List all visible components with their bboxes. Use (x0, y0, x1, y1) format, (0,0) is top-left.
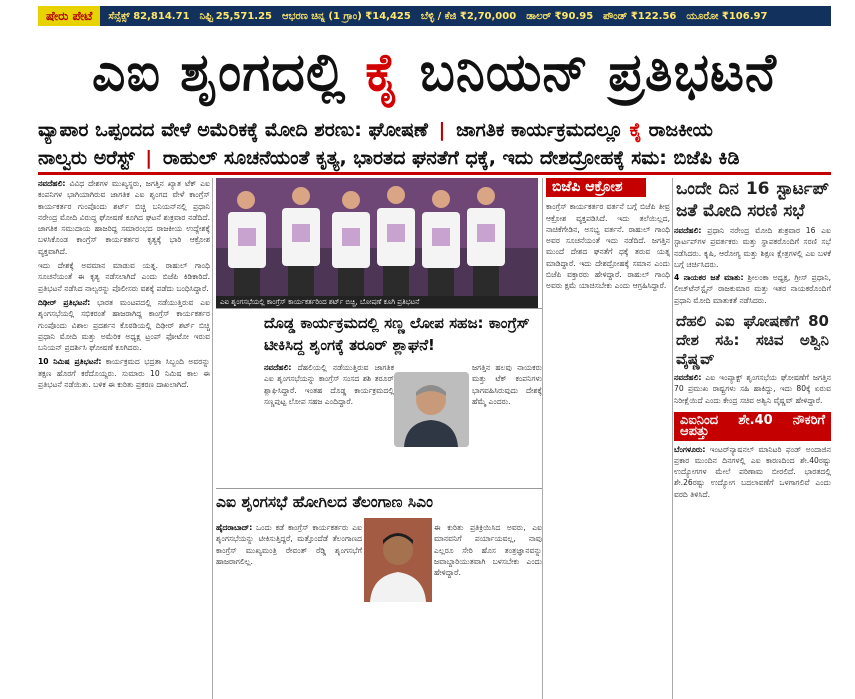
divider (216, 308, 542, 309)
person-portrait-icon (394, 372, 469, 447)
main-headline (38, 34, 831, 112)
story-text: ಪ್ರಧಾನಿ ನರೇಂದ್ರ ಮೋದಿ ಶುಕ್ರವಾರ 16 ಎಐ ಸ್ಟಾರ್ಟಪ್‌ಗಳ ಪ್ರವರ್ತಕರು ಮತ್ತು ಸ್ಥಾಪಕರೊಂದಿಗೆ ಸರಣಿ ಸಭೆ ನಡೆಸಿದರು. ಕೃಷಿ, ಆರೋಗ್ಯ ಮತ್ತು ಶಿಕ್ಷಣ ಕ್ಷೇತ್ರಗಳಲ್ಲಿ ಎಐ ಬಳಕೆ ಬಗ್ಗೆ ಚರ್ಚಿಸಿದರು. (674, 226, 831, 269)
divider (38, 172, 831, 175)
subhead-1a: ವ್ಯಾಪಾರ ಒಪ್ಪಂದದ ವೇಳೆ ಅಮೆರಿಕಕ್ಕೆ ಮೋದಿ ಶರಣು: ಘೋಷಣೆ (38, 119, 428, 141)
story-subtitle: 10 ನಿಮಿಷ ಪ್ರತಿಭಟನೆ: (38, 357, 102, 367)
subhead-1b-red: ಕೈ (629, 119, 643, 141)
photo-caption: ಎಐ ಶೃಂಗಸಭೆಯಲ್ಲಿ ಕಾಂಗ್ರೆಸ್ ಕಾರ್ಯಕರ್ತರಿಂದ ಶರ್ಟ್ ಬಿಚ್ಚಿ, ಬೋಷಣೆ ಕೂಗಿ ಪ್ರತಿಭಟನೆ (216, 296, 538, 308)
story-text: ಈ ಕುರಿತು ಪ್ರತಿಕ್ರಿಯಿಸಿದ ಅವರು, ಎಐ ಮಾನವನಿಗೆ ಪರ್ಯಾಯವಲ್ಲ, ನಾವು ಎಲ್ಲರೂ ಸೇರಿ ಹೊಸ ತಂತ್ರಜ್ಞಾನವನ್ನು ಜವಾಬ್ದಾರಿಯುತವಾಗಿ ಬಳಸಬೇಕು ಎಂದು ಹೇಳಿದ್ದಾರೆ. (434, 523, 542, 578)
story-text: ಕಾಂಗ್ರೆಸ್ ಕಾರ್ಯಕರ್ತರ ವರ್ತನೆ ಬಗ್ಗೆ ಬಿಜೆಪಿ ತೀವ್ರ ಆಕ್ರೋಶ ವ್ಯಕ್ತಪಡಿಸಿದೆ. ಇದು ತಲೆಯಿಲ್ಲದ, ನಾಚಿಕೆಗೇಡಿನ, ಅಸಭ್ಯ ವರ್ತನೆ. ರಾಹುಲ್ ಗಾಂಧಿ ಅವರ ಸೂಚನೆಯಂತೆ ಇದು ನಡೆದಿದೆ. ಜಗತ್ತಿನ ಮುಂದೆ ದೇಶದ ಘನತೆಗೆ ಧಕ್ಕೆ ತರುವ ಯತ್ನ ಮಾಡಿದ್ದಾರೆ. ಇದು ದೇಶದ್ರೋಹಕ್ಕೆ ಸಮಾನ ಎಂದು ಬಿಜೆಪಿ ವಕ್ತಾರರು ಹೇಳಿದ್ದಾರೆ. ರಾಹುಲ್ ಗಾಂಧಿ ಅವರು ಕ್ಷಮೆ ಯಾಚಿಸಬೇಕು ಎಂದು ಆಗ್ರಹಿಸಿದ್ದಾರೆ. (546, 202, 670, 291)
person-portrait-icon (364, 518, 432, 602)
dateline: ಬೆಂಗಳೂರು: (674, 444, 706, 454)
dateline: ನವದೆಹಲಿ: (674, 373, 702, 383)
story-text: ಇಂಟರ್‌ನ್ಯಾಷನಲ್ ಮಾನಿಟರಿ ಫಂಡ್ ಅಂದಾಜಿನ ಪ್ರಕಾರ ಮುಂದಿನ ದಿನಗಳಲ್ಲಿ ಎಐ ಕಾರಣದಿಂದ ಶೇ.40ರಷ್ಟು ಉದ್ಯೋಗಗಳ ಮೇಲೆ ಪರಿಣಾಮ ಬೀರಲಿದೆ. ಭಾರತದಲ್ಲಿ ಶೇ.26ರಷ್ಟು ಉದ್ಯೋಗ ಬದಲಾವಣೆಗೆ ಒಳಗಾಗಲಿವೆ ಎಂದು ವರದಿ ತಿಳಿಸಿದೆ. (674, 444, 831, 499)
ticker-item: ಬೆಳ್ಳಿ / ಕೆಜಿ ₹2,70,000 (420, 10, 517, 22)
column-divider (212, 178, 213, 699)
ticker-item: ಯೂರೋ ₹106.97 (686, 10, 768, 22)
bjp-reaction-column (546, 178, 670, 699)
headline-part1: ಎಐ ಶೃಂಗದಲ್ಲಿ (92, 43, 347, 103)
front-page (38, 0, 831, 699)
dateline: ನವದೆಹಲಿ: (38, 179, 66, 188)
dateline: ನವದೆಹಲಿ: (264, 363, 292, 372)
right-news-column (674, 178, 831, 699)
telangana-headline: ಎಐ ಶೃಂಗಸಭೆ ಹೋಗಿಲದ ತೆಲಂಗಾಣ ಸಿಎಂ (216, 493, 433, 511)
story-subtitle: 4 ನಾಯಕರ ಜತೆ ಮಾತು: (674, 273, 744, 283)
column-divider (542, 178, 543, 699)
story-subtitle: ದಿಢೀರ್ ಪ್ರತಿಭಟನೆ: (38, 297, 91, 307)
tharoor-portrait (394, 372, 469, 447)
separator: | (438, 119, 446, 141)
story-text: ಒಂದು ಕಡೆ ಕಾಂಗ್ರೆಸ್ ಕಾರ್ಯಕರ್ತರು ಎಐ ಶೃಂಗಸಭೆಯನ್ನು ಟೀಕಿಸುತ್ತಿದ್ದರೆ, ಮತ್ತೊಂದೆಡೆ ತೆಲಂಗಾಣದ ಕಾಂಗ್ರೆಸ್ ಮುಖ್ಯಮಂತ್ರಿ ರೇವಂತ್ ರೆಡ್ಡಿ ಶೃಂಗಸಭೆಗೆ ಹಾಜರಾಗಲಿಲ್ಲ. (216, 523, 362, 566)
story-text: ಕಾರ್ಯಕ್ರಮದ ಭದ್ರತಾ ಸಿಬ್ಬಂದಿ ಅವರನ್ನು ತಕ್ಷಣ ಹೊರಗೆ ಕರೆದೊಯ್ದರು. ಸುಮಾರು 10 ನಿಮಿಷ ಕಾಲ ಈ ಪ್ರತಿಭಟನೆ ನಡೆಯಿತು. ಬಳಿಕ ಈ ಕುರಿತು ಪ್ರಕರಣ ದಾಖಲಾಗಿದೆ. (38, 357, 210, 390)
jobs-headline-box: ಎಐನಿಂದ ಶೇ.40 ನೌಕರಿಗೆ ಆಪತ್ತು (674, 412, 831, 441)
telangana-story-continued (434, 522, 542, 699)
story-text: ಜಗತ್ತಿನ ಹಲವು ನಾಯಕರು ಮತ್ತು ಟೆಕ್ ಕಂಪನಿಗಳು ಭಾಗವಹಿಸಿರುವುದು ದೇಶಕ್ಕೆ ಹೆಮ್ಮೆ ಎಂದರು. (472, 363, 542, 406)
dateline: ಹೈದರಾಬಾದ್: (216, 523, 253, 532)
ticker-item: ಸೆನ್ಸೆಕ್ಸ್ 82,814.71 (108, 10, 190, 22)
divider (216, 488, 542, 489)
startup-headline: ಒಂದೇ ದಿನ 16 ಸ್ಟಾರ್ಟಪ್ ಜತೆ ಮೋದಿ ಸರಣಿ ಸಭೆ (676, 179, 829, 221)
ticker-title: ಷೇರು ಪೇಟೆ (38, 6, 100, 26)
story-text: ದೆಹಲಿಯಲ್ಲಿ ನಡೆಯುತ್ತಿರುವ ಜಾಗತಿಕ ಎಐ ಶೃಂಗಸಭೆಯನ್ನು ಕಾಂಗ್ರೆಸ್ ಸಂಸದ ಶಶಿ ತರೂರ್ ಶ್ಲಾಘಿಸಿದ್ದಾರೆ. ಇಂತಹ ದೊಡ್ಡ ಕಾರ್ಯಕ್ರಮದಲ್ಲಿ ಸಣ್ಣಪುಟ್ಟ ಲೋಪ ಸಹಜ ಎಂದಿದ್ದಾರೆ. (264, 363, 394, 406)
dateline: ನವದೆಹಲಿ: (674, 226, 702, 235)
headline-red-word: ಕೈ (365, 43, 401, 103)
story-text: ಭಾರತ ಮಂಟಪದಲ್ಲಿ ನಡೆಯುತ್ತಿರುವ ಎಐ ಶೃಂಗಸಭೆಯಲ್ಲಿ ಸಭಿಕರಂತೆ ಹಾಜರಾಗಿದ್ದ ಕಾಂಗ್ರೆಸ್ ಕಾರ್ಯಕರ್ತರ ಗುಂಪೊಂದು ವಿಶಾಲ ಪ್ರದರ್ಶನ ಕೊಠಡಿಯಲ್ಲಿ ದಿಢೀರ್ ಶರ್ಟ್ ಬಿಚ್ಚಿ ಪ್ರಧಾನಿ ಮೋದಿ ಮತ್ತು ಅಮೆರಿಕ ಅಧ್ಯಕ್ಷ ಟ್ರಂಪ್ ಫೋಟೋ ಇರುವ ಬನಿಯನ್ ಪ್ರದರ್ಶಿಸಿ ಘೋಷಣೆ ಕೂಗಿದರು. (38, 297, 210, 353)
subhead-2b: ರಾಹುಲ್ ಸೂಚನೆಯಂತೆ ಕೃತ್ಯ, ಭಾರತದ ಘನತೆಗೆ ಧಕ್ಕೆ, ಇದು ದೇಶದ್ರೋಹಕ್ಕೆ ಸಮ: ಬಿಜೆಪಿ ಕಿಡಿ (162, 147, 740, 169)
ticker-item: ನಿಫ್ಟಿ 25,571.25 (199, 10, 273, 22)
story-text: ಎಐ ಇಂಪ್ಯಾಕ್ಟ್ ಶೃಂಗಸಭೆಯ ಘೋಷಣೆಗೆ ಜಗತ್ತಿನ 70 ಪ್ರಮುಖ ರಾಷ್ಟ್ರಗಳು ಸಹಿ ಹಾಕಿದ್ದು, ಇದು 80ಕ್ಕೆ ಏರುವ ನಿರೀಕ್ಷೆಯಿದೆ ಎಂದು ಕೇಂದ್ರ ಸಚಿವ ಅಶ್ವಿನಿ ವೈಷ್ಣವ್ ಹೇಳಿದ್ದಾರೆ. (674, 373, 831, 405)
subheadline-2 (38, 144, 831, 172)
subheadline-1 (38, 116, 831, 144)
bjp-title: ಬಿಜೆಪಿ ಆಕ್ರೋಶ (546, 178, 646, 197)
right-margin (831, 0, 855, 699)
subhead-2a: ನಾಲ್ವರು ಅರೆಸ್ಟ್ (38, 147, 135, 169)
separator: | (145, 147, 153, 169)
telangana-story (216, 522, 362, 699)
subhead-1b-part1: ಜಾಗತಿಕ ಕಾರ್ಯಕ್ರಮದಲ್ಲೂ (456, 119, 623, 141)
story-text: ಇದು ದೇಶಕ್ಕೆ ಅವಮಾನ ಮಾಡುವ ಯತ್ನ. ರಾಹುಲ್ ಗಾಂಧಿ ಸೂಚನೆಯಂತೆ ಈ ಕೃತ್ಯ ನಡೆಸಲಾಗಿದೆ ಎಂದು ಬಿಜೆಪಿ ಕಿಡಿಕಾರಿದೆ. ಪ್ರತಿಭಟನೆ ನಡೆಸಿದ ನಾಲ್ವರನ್ನು ಪೊಲೀಸರು ವಶಕ್ಕೆ ಪಡೆದು ಬಂಧಿಸಿದ್ದಾರೆ. (38, 261, 210, 293)
column-divider (672, 178, 673, 699)
market-ticker (38, 6, 831, 26)
ticker-item: ಪೌಂಡ್ ₹122.56 (603, 10, 677, 22)
tharoor-headline: ದೊಡ್ಡ ಕಾರ್ಯಕ್ರಮದಲ್ಲಿ ಸಣ್ಣ ಲೋಪ ಸಹಜ: ಕಾಂಗ್ರೆಸ್ ಟೀಕಿಸಿದ್ದ ಶೃಂಗಕ್ಕೆ ತರೂರ್ ಶ್ಲಾಘನೆ! (264, 314, 530, 354)
protest-photo (216, 178, 538, 296)
ticker-items (100, 11, 767, 22)
story-text: ಶ್ರೀಲಂಕಾ ಅಧ್ಯಕ್ಷ, ಗ್ರೀಸ್ ಪ್ರಧಾನಿ, ಲೀಚ್‌ಟೆನ್‌ಸ್ಟೈನ್ ರಾಜಕುಮಾರ ಮತ್ತು ಇತರ ನಾಯಕರೊಂದಿಗೆ ಪ್ರಧಾನಿ ಮೋದಿ ಮಾತುಕತೆ ನಡೆಸಿದರು. (674, 273, 831, 305)
tharoor-story (264, 362, 394, 486)
left-margin (0, 0, 38, 699)
tharoor-story-continued (472, 362, 542, 486)
lead-story-column (38, 178, 210, 699)
ticker-item: ಡಾಲರ್ ₹90.95 (526, 10, 594, 22)
story-text: ವಿವಿಧ ದೇಶಗಳ ಮುಖ್ಯಸ್ಥರು, ಜಗತ್ತಿನ ಖ್ಯಾತ ಟೆಕ್ ಎಐ ಕಂಪನಿಗಳ ಭಾಗಿಯಾಗಿರುವ ಜಾಗತಿಕ ಎಐ ಶೃಂಗದ ವೇಳೆ ಕಾಂಗ್ರೆಸ್ ಕಾರ್ಯಕರ್ತರ ಗುಂಪೊಂದು ಶರ್ಟ್ ಬಿಚ್ಚಿ ಬನಿಯನ್‌ನಲ್ಲಿ ಪ್ರಧಾನಿ ನರೇಂದ್ರ ಮೋದಿ ವಿರುದ್ಧ ಘೋಷಣೆ ಕೂಗಿದ ಘಟನೆ ಶುಕ್ರವಾರ ನಡೆದಿದೆ. ಜಾಗತಿಕ ಸಮುದಾಯ ಹಾಜರಿದ್ದ ಸಮಾರಂಭದ ರಾಜಕೀಯ ಉದ್ದೇಶಕ್ಕೆ ಬಳಸಿಕೊಂಡ ಕಾಂಗ್ರೆಸ್ ಕಾರ್ಯಕರ್ತರ ಕೃತ್ಯಕ್ಕೆ ಭಾರಿ ಆಕ್ರೋಶ ವ್ಯಕ್ತವಾಗಿದೆ. (38, 179, 210, 256)
protest-photo-illustration (216, 178, 538, 296)
telangana-cm-portrait (364, 518, 432, 602)
headline-part3: ಬನಿಯನ್ ಪ್ರತಿಭಟನೆ (419, 43, 777, 103)
subhead-1b-part2: ರಾಜಕೀಯ (648, 119, 713, 141)
declaration-headline: ದೆಹಲಿ ಎಐ ಘೋಷಣೆಗೆ 80 ದೇಶ ಸಹಿ: ಸಚಿವ ಅಶ್ವಿನಿ ವೈಷ್ಣವ್ (676, 312, 829, 369)
ticker-item: ಆಭರಣ ಚಿನ್ನ (1 ಗ್ರಾಂ) ₹14,425 (282, 10, 411, 22)
